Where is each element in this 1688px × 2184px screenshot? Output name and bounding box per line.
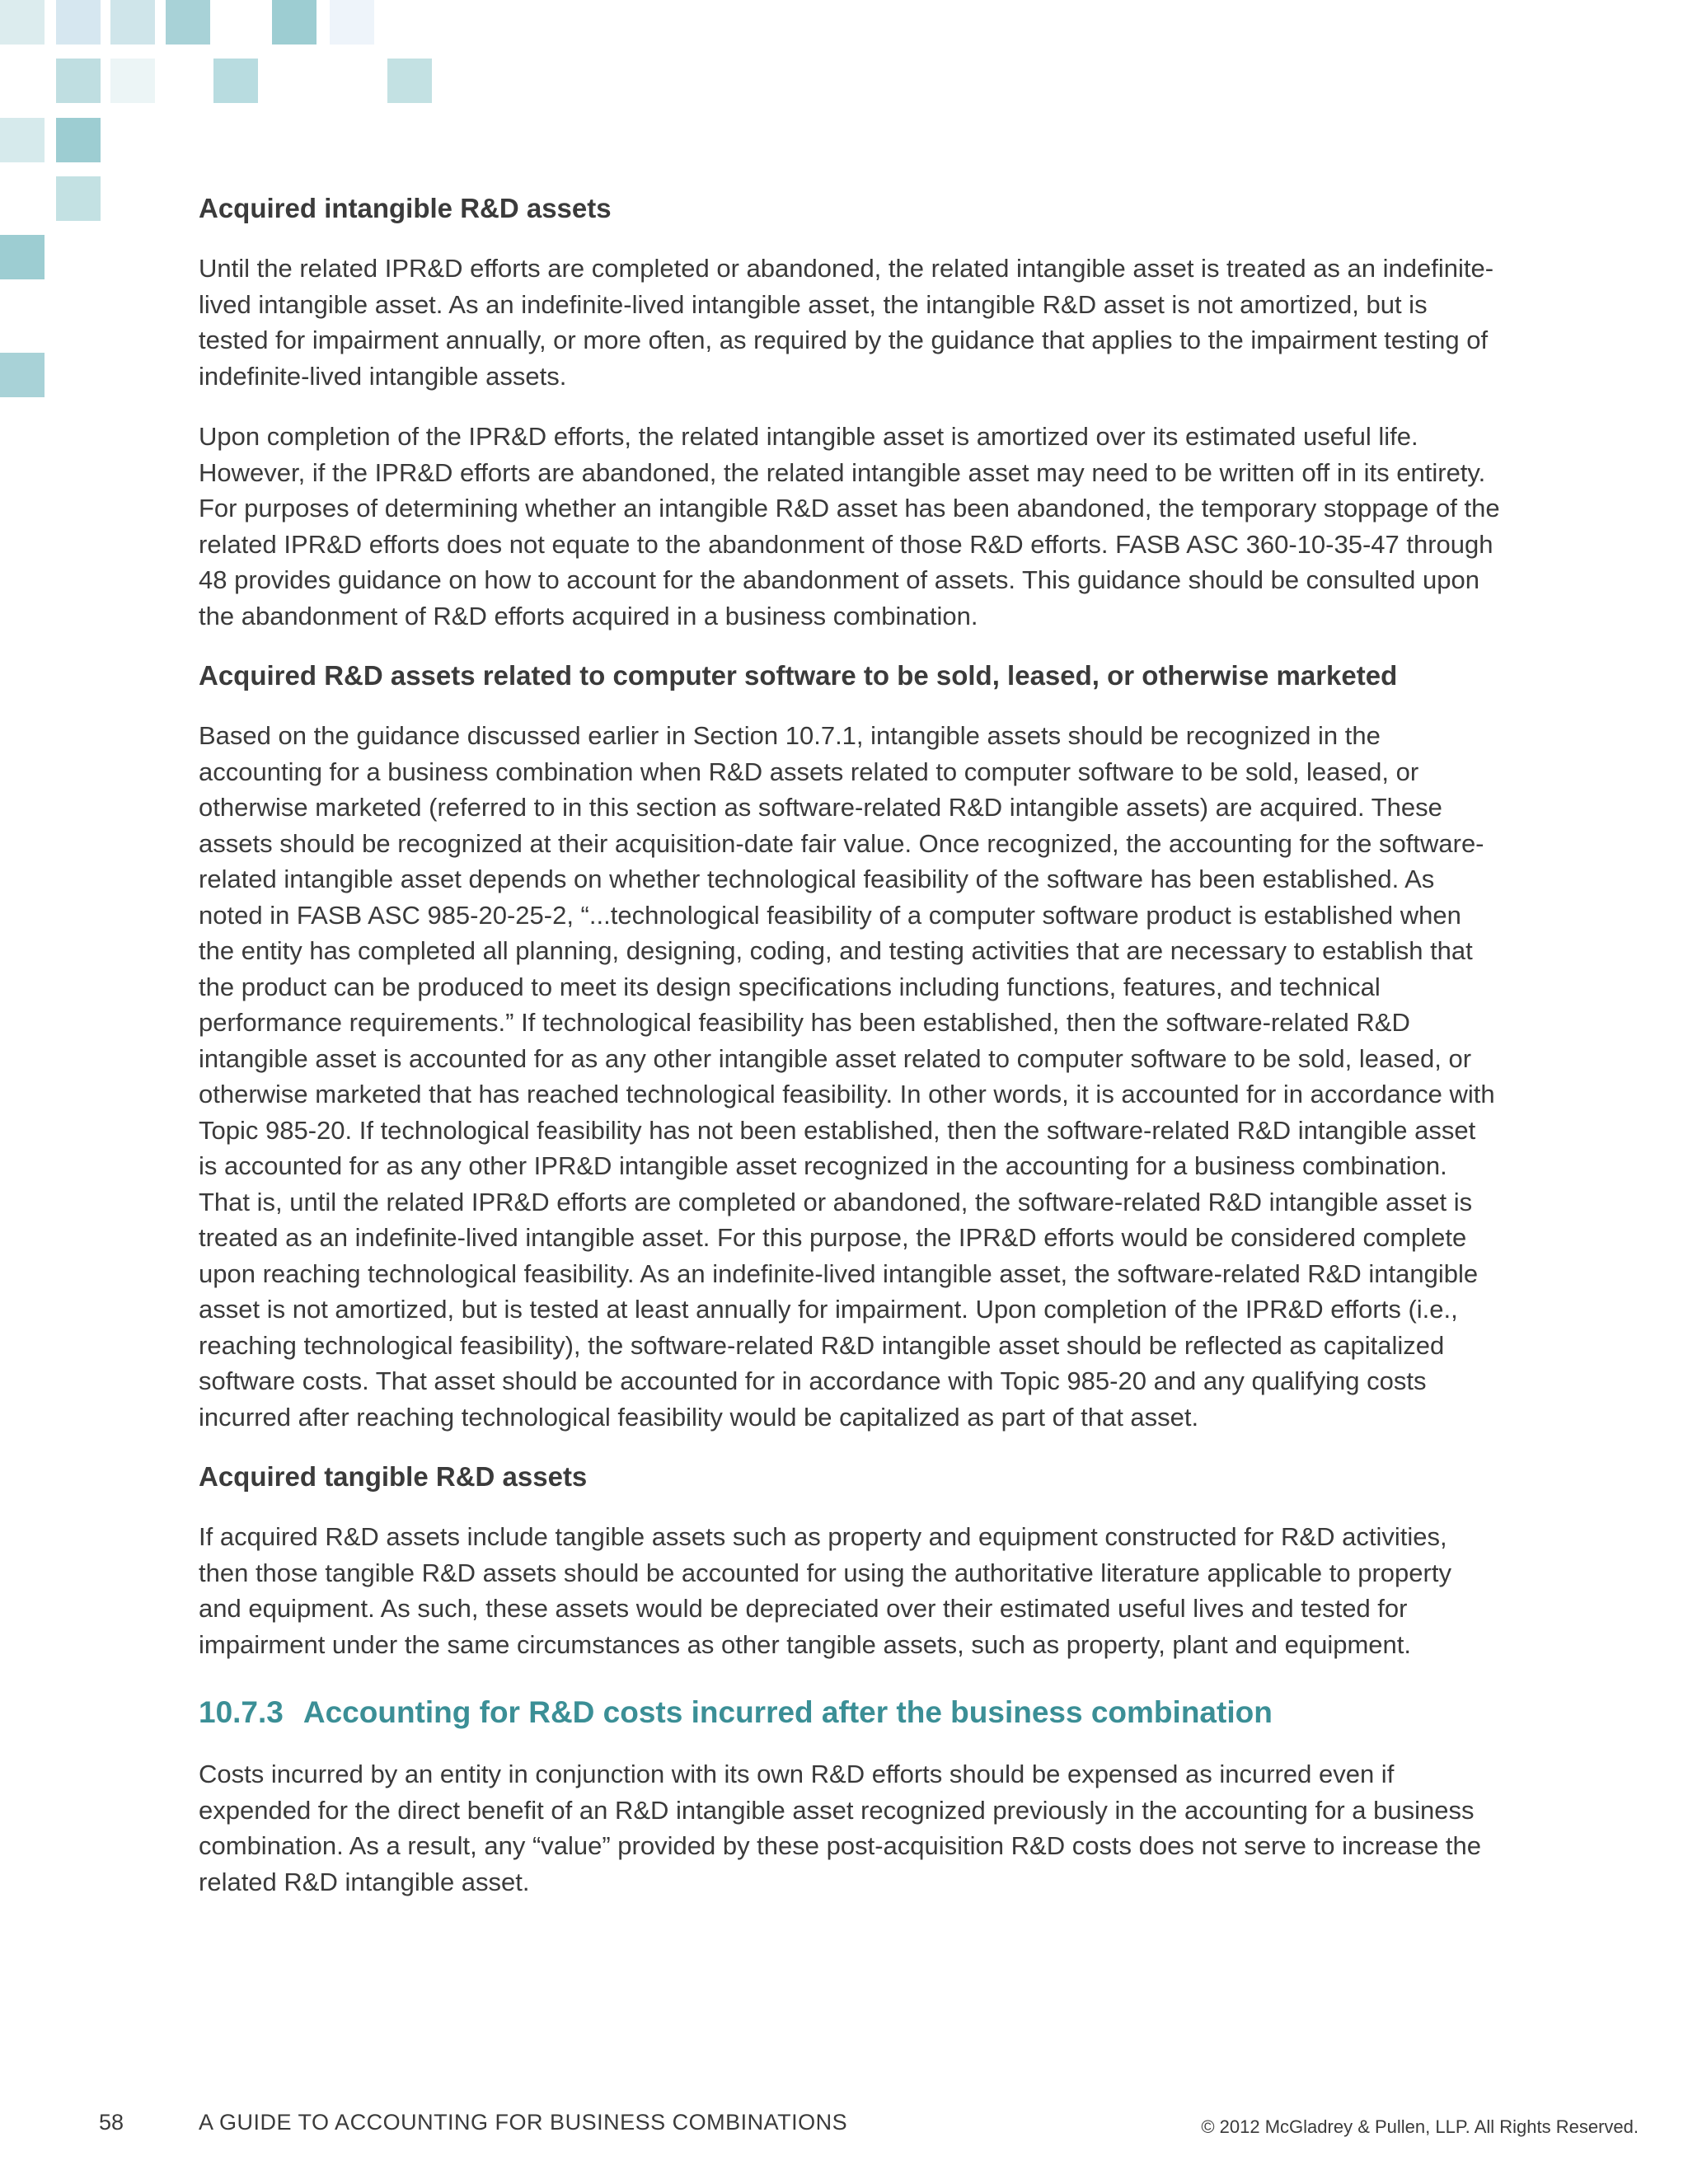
mosaic-square [56, 118, 101, 162]
mosaic-square [56, 59, 101, 103]
section-heading-intangible-rd: Acquired intangible R&D assets [199, 193, 612, 223]
mosaic-square [166, 0, 210, 45]
document-body [199, 191, 1501, 1924]
mosaic-square [213, 59, 258, 103]
paragraph: Until the related IPR&D efforts are completed or abandoned, the related intangible asset is treated as an indefinite-lived intangible asset. As an indefinite-lived intangible asset, the intangible R&D asset is not amortized, but is tested for impairment annually, or more often, as required by the guidance that applies to the impairment testing of indefinite-lived intangible assets. [199, 254, 1494, 391]
mosaic-square [272, 0, 316, 45]
mosaic-square [0, 118, 45, 162]
section-title-text: Accounting for R&D costs incurred after the business combination [302, 1695, 1273, 1729]
mosaic-square [0, 235, 45, 279]
mosaic-square [330, 0, 374, 45]
paragraph: If acquired R&D assets include tangible assets such as property and equipment constructed for R&D activities, then those tangible R&D assets should be accounted for using the authoritative literature applicable to property and equipment. As such, these assets would be depreciated over their estimated useful lives and tested for impairment under the same circumstances as other tangible assets, such as property, plant and equipment. [199, 1522, 1451, 1659]
page-footer [0, 2110, 1688, 2143]
paragraph: Costs incurred by an entity in conjunction with its own R&D efforts should be expensed as incurred even if expended for the direct benefit of an R&D intangible asset recognized previously in the accounting for a business combination. As a result, any “value” provided by these post-acquisition R&D costs does not serve to increase the related R&D intangible asset. [199, 1760, 1481, 1896]
mosaic-square [110, 59, 155, 103]
guide-title: A GUIDE TO ACCOUNTING FOR BUSINESS COMBINATIONS [199, 2110, 848, 2135]
mosaic-square [56, 0, 101, 45]
copyright-notice: © 2012 McGladrey & Pullen, LLP. All Rights Reserved. [1201, 2116, 1639, 2137]
paragraph: Upon completion of the IPR&D efforts, the related intangible asset is amortized over its estimated useful life. However, if the IPR&D efforts are abandoned, the related intangible asset may need to be written off in its entirety. For purposes of determining whether an intangible R&D asset has been abandoned, the temporary stoppage of the related IPR&D efforts does not equate to the abandonment of those R&D efforts. FASB ASC 360-10-35-47 through 48 provides guidance on how to account for the abandonment of assets. This guidance should be consulted upon the abandonment of R&D efforts acquired in a business combination. [199, 422, 1500, 630]
mosaic-square [0, 353, 45, 397]
mosaic-square [56, 176, 101, 221]
section-number: 10.7.3 [199, 1695, 284, 1729]
section-heading-tangible-rd: Acquired tangible R&D assets [199, 1461, 588, 1492]
mosaic-square [110, 0, 155, 45]
page-number: 58 [99, 2110, 124, 2135]
section-title-10-7-3 [199, 1694, 1501, 1732]
paragraph: Based on the guidance discussed earlier in Section 10.7.1, intangible assets should be recognized in the accounting for a business combination when R&D assets related to computer software to be sold, leased, or otherwise marketed (referred to in this section as software-related R&D intangible assets) are acquired. These assets should be recognized at their acquisition-date fair value. Once recognized, the accounting for the software-related intangible asset depends on whether technological feasibility of the software has been established. As noted in FASB ASC 985-20-25-2, “...technological feasibility of a computer software product is established when the entity has completed all planning, designing, coding, and testing activities that are necessary to establish that the product can be produced to meet its design specifications including functions, features, and technical performance requirements.” If technological feasibility has been established, then the software-related R&D intangible asset is accounted for as any other intangible asset related to computer software to be sold, leased, or otherwise marketed that has reached technological feasibility. In other words, it is accounted for in accordance with Topic 985-20. If technological feasibility has not been established, then the software-related R&D intangible asset is accounted for as any other IPR&D intangible asset recognized in the accounting for a business combination. That is, until the related IPR&D efforts are completed or abandoned, the software-related R&D intangible asset is treated as an indefinite-lived intangible asset. For this purpose, the IPR&D efforts would be considered complete upon reaching technological feasibility. As an indefinite-lived intangible asset, the software-related R&D intangible asset is not amortized, but is tested at least annually for impairment. Upon completion of the IPR&D efforts (i.e., reaching technological feasibility), the software-related R&D intangible asset should be reflected as capitalized software costs. That asset should be accounted for in accordance with Topic 985-20 and any qualifying costs incurred after reaching technological feasibility would be capitalized as part of that asset. [199, 721, 1495, 1432]
mosaic-square [0, 0, 45, 45]
section-heading-software-rd: Acquired R&D assets related to computer software to be sold, leased, or otherwise marketed [199, 660, 1398, 691]
mosaic-square [387, 59, 432, 103]
